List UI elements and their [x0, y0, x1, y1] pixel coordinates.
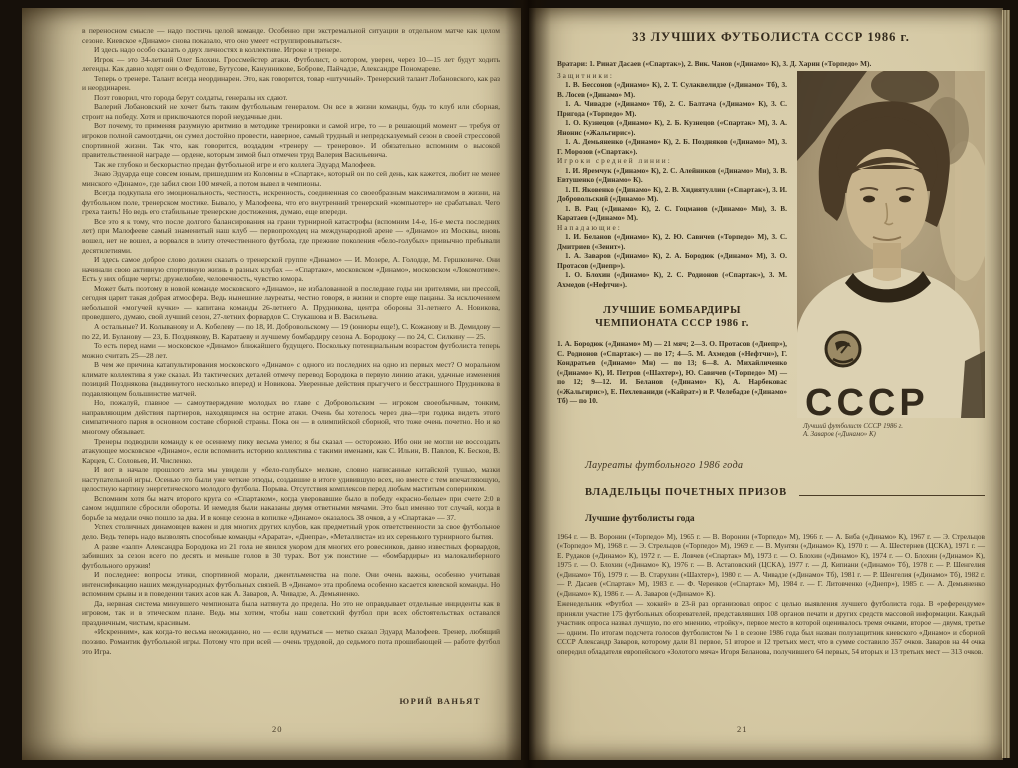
article-paragraph: Успех столичных динамовцев важен и для многих других клубов, как предметный урок ответственности за свое футбольное дело. Ведь теперь надо вызволять способные команды «Арарата», «Днепра», «Металлиста» из их серенького турнирного бытия.: [82, 522, 500, 541]
best-33-list-item: 1. В. Бессонов («Динамо» К), 2. Т. Сулаквелидзе («Динамо» Тб), 3. В. Лосев («Динамо» М).: [557, 80, 787, 99]
best-33-list-item: 1. А. Чивадзе («Динамо» Тб), 2. С. Балтача («Динамо» К), 3. С. Пригода («Торпедо» М).: [557, 99, 787, 118]
best-33-list-item: 1. И. Яремчук («Динамо» К), 2. С. Алейников («Динамо» Мн), 3. В. Евтушенко («Динамо» К).: [557, 165, 787, 184]
jersey-cccp-text: СССР: [805, 381, 929, 418]
right-page-content: [557, 24, 985, 656]
best-33-list-item: 1. И. Беланов («Динамо» К), 2. Ю. Савичев («Торпедо» М), 3. С. Дмитриев («Зенит»).: [557, 232, 787, 251]
article-paragraph: Так же глубоко и бескорыстно предан футбольной игре и его коллега Эдуард Малофеев.: [94, 159, 376, 169]
best-33-list-item: 1. П. Яковенко («Динамо» К), 2. В. Хидиятуллин («Спартак»), 3. И. Добровольский («Динамо» М).: [557, 184, 787, 203]
best-players-of-year-heading: Лучшие футболисты года: [585, 513, 695, 524]
article-paragraph: Знаю Эдуарда еще совсем юным, пришедшим из Коломны в «Спартак», который он по сей день, как кажется, любит не менее минского «Динамо», где забил свои 100 мячей, а потом вывел в чемпионы.: [82, 169, 500, 188]
photo-caption-line2: А. Заваров («Динамо» К): [803, 431, 876, 439]
right-page: [529, 8, 1003, 760]
zavarov-photo: [797, 71, 985, 418]
bombardiers-text: 1. А. Бородюк («Динамо» М) — 21 мяч; 2—3. О. Протасов («Днепр»), С. Родионов («Спартак») — по 17; 4—5. М. Ахмедов («Нефтчи»), Г. Кондратьев («Динамо» Мн) — по 13; 6—8. А. Михайличенко («Динамо» К), И. Петров («Шахтер»), Ю. Савичев («Торпедо» М) — по 12; 9—12. И. Беланов («Динамо» К), А. Нарбековас («Жальгирис»), Е. Пехлеваниди («Кайрат») и Р. Челебадзе («Динамо» Тб) — по 10.: [557, 339, 787, 405]
list-and-photo-columns: [557, 71, 985, 440]
goalkeepers-line: Вратари: 1. Ринат Дасаев («Спартак»), 2. Вик. Чанов («Динамо» К), 3. Д. Харин («Торпедо» М).: [557, 59, 872, 68]
article-paragraph: «Искренним», как когда-то весьма неожиданно, но — если вдуматься — метко сказал Эдуард Малофеев. Тренер, любящий поэзию. Романтик футбольной игры. Потому что при всей — очень трудовой, до седьмого пота прошибающей — работе футбол это Игра.: [82, 627, 500, 656]
honor-prizes-heading: ВЛАДЕЛЬЦЫ ПОЧЕТНЫХ ПРИЗОВ: [585, 486, 787, 498]
page-stack-edge: [1002, 10, 1010, 758]
article-text: [82, 26, 500, 656]
page-number-right: 21: [737, 724, 748, 734]
bombardiers-heading-line1: ЛУЧШИЕ БОМБАРДИРЫ: [603, 305, 741, 316]
best-33-list-item: Нападающие:: [557, 222, 622, 232]
article-paragraph: В чем же причина катапультирования московского «Динамо» с одного из последних на одно из первых мест? О моральном климате коллектива я уже сказал. Из тактических деталей отмечу перевод Бородюка в первую линию атаки, удачные изменения позиций Позднякова (выдвинутого несколько вперед) и Новикова. Уверенные действия прыгучего и бесстрашного Прудникова в подавляющем большинстве матчей.: [82, 360, 500, 398]
article-paragraph: в переносном смысле — надо постичь целой команде. Особенно при экстремальной ситуации в отдельном матче как целом сезоне. Киевское «Динамо» снова показало, что оно умеет «сгруппировываться».: [82, 26, 500, 45]
article-paragraph: Да, нервная система минувшего чемпионата была натянута до предела. Но это не оправдывает отдельные инциденты как в игровом, так и в этическом плане. Ведь мы хотим, чтобы наш советский футбол при всех обстоятельствах оставался праздничным, чистым, красивым.: [82, 598, 500, 627]
article-paragraph: Теперь о тренере. Талант всегда неординарен. Это, как говорится, товар «штучный». Тренерский талант Лобановского, как раз и неординарен.: [82, 73, 500, 93]
best-33-list-item: 1. В. Рац («Динамо» К), 2. С. Гоцманов («Динамо» Мн), 3. В. Каратаев («Динамо» М).: [557, 203, 787, 222]
best-players-by-year-text: 1964 г. — В. Воронин («Торпедо» М), 1965 г. — В. Воронин («Торпедо» М), 1966 г. — А. Биба («Динамо» К), 1967 г. — Э. Стрельцов («Торпедо» М), 1968 г. — Э. Стрельцов («Торпедо» М), 1969 г. — В. Мунтян («Динамо» К), 1970 г. — А. Шестернев (ЦСКА), 1971 г. — Е. Рудаков («Динамо» К), 1972 г. — Е. Ловчев («Спартак» М), 1973 г. — О. Блохин («Динамо» К), 1974 г. — О. Блохин («Динамо» К), 1975 г. — О. Блохин («Динамо» К), 1976 г. — В. Астаповский (ЦСКА), 1977 г. — Д. Кипиани («Динамо» Тб), 1978 г. — Р. Шенгелия («Динамо» Тб), 1979 г. — В. Старухин («Шахтер»), 1980 г. — А. Чивадзе («Динамо» Тб), 1981 г. — Р. Шенгелия («Динамо» Тб), 1982 г. — Р. Дасаев («Спартак» М), 1983 г. — Ф. Черенков («Спартак» М), 1984 г. — Г. Литовченко («Днепр»), 1985 г. — А. Демьяненко («Динамо» К), 1986 г. — А. Заваров («Динамо» К).: [557, 531, 985, 598]
article-paragraph: Тренеры подводили команду к ее осеннему пику весьма умело; я бы сказал — осторожно. Ибо они не могли не воссоздать атакующее московское «Динамо», если вспомнить историю коллектива с такими именами, как С. Ильин, В. Павлов, К. Бесков, В. Карцев, С. Соловьев, И. Численко.: [82, 436, 500, 465]
photo-caption-line1: Лучший футболист СССР 1986 г.: [803, 422, 903, 430]
article-paragraph: Поэт говорил, что города берут солдаты, генералы их сдают.: [94, 92, 288, 102]
best-33-list-item: Игроки средней линии:: [557, 156, 672, 165]
article-paragraph: Но, пожалуй, главное — самоутверждение молодых во главе с Добровольским — игроком своеобычным, тонким, направляющим действия партнеров, находящимся на острие атаки. Очень бы хотелось через два—три годика видеть этого симпатичного парня в основном составе сборной страны. Пока он — в олимпийской сборной, что тоже очень почетно. Но и ко многому обязывает.: [82, 398, 500, 436]
best-33-list: [557, 71, 787, 290]
article-paragraph: Вспомним хотя бы матч второго круга со «Спартаком», когда уверовавшие было в победу «красно-белые» при счете 2:0 в самом эндшпиле сбросили обороты. И немедля были наказаны двумя ответными мячами. Это был именно тот случай, когда в борьбе за медали очко пошло за два. И в конце сезона в копилке «Динамо» оказалось 38 очков, а у «Спартака» — 37.: [82, 493, 500, 522]
page-number-left: 20: [272, 724, 283, 734]
article-paragraph: Игрок — это 34-летний Олег Блохин. Гроссмейстер атаки. Футболист, о котором, уверен, через 10—15 лет будут ходить легенды. Как давно ходят они о Федотове, Бутусове, Канунникове, Боброве, Пайчадзе, Александре Пономареве.: [82, 54, 500, 74]
best-33-list-item: 1. О. Кузнецов («Динамо» К), 2. Б. Кузнецов («Спартак» М), 3. А. Янонис («Жальгирис»).: [557, 118, 787, 137]
article-paragraph: Может быть поэтому в новой команде московского «Динамо», не избалованной в последние годы ни зрителями, ни прессой, сегодня царит такая добрая атмосфера. Ведь нынешние лауреаты, честно говоря, в жизни и спорте еще пацаны. За исключением небольшой «могучей кучки» — капитана команды 26-летнего А. Прудникова, центра обороны 31-летнего А. Новикова, проведшего, думаю, свой лучший сезон, 27-летних форвардов С. Стукашова и В. Васильева.: [82, 283, 500, 322]
heading-rule: [799, 495, 985, 496]
zavarov-photo-illustration: [797, 71, 985, 418]
best-33-column: [557, 71, 787, 440]
article-paragraph: А разве «залп» Александра Бородюка из 21 гола не явился укором для многих его ровесников, давно известных форвардов, забивших за сезон всего по десять и меньше голов в 30 турах. Вот уж поистине — «бомбардиры» из малокалиберного футбольного оружия!: [82, 541, 500, 570]
best-33-list-item: 1. А. Заваров («Динамо» К), 2. А. Бородюк («Динамо» М), 3. О. Протасов («Днепр»).: [557, 251, 787, 270]
referendum-text: Еженедельник «Футбол — хоккей» в 23-й раз организовал опрос с целью выявления лучшего футболиста года. В «референдуме» приняли участие 175 футбольных обозревателей, представлявших 108 органов печати и других средств массовой информации. Каждый участник опроса назвал лучшую, по его мнению, «тройку», первое место в которой оценивалось тремя очками, второе — двумя, третье — одним. По итогам подсчета голосов футболистом № 1 в сезоне 1986 года был назван полузащитник киевского «Динамо» и сборной СССР Александр Заваров, которому дали 81 первое, 51 второе и 12 третьих мест, что в сумме составило 357 очков. Заваров на 44 очка опередил обладателя европейского «Золотого мяча» Игоря Беланова, получившего 64 первых, 54 вторых и 13 третьих мест — 313 очков.: [557, 599, 985, 656]
article-paragraph: Всегда подкупала его эмоциональность, честность, искренность, соединенная со своеобразным максимализмом в жизни, на футбольном поле, тренерском мостике. Бывало, у Малофеева, что его внутренний тренерский «компьютер» не срабатывал. Чего греха таить! Но ведь его стабильные тренерские достижения, думаю, еще впереди.: [82, 188, 500, 217]
article-paragraph: И вот в начале прошлого лета мы увидели у «бело-голубых» мелкие, словно написанные китайской тушью, мазки наступательной игры. Осенью это были уже четкие этюды, создавшие в итоге удивившую всех, но вместе с тем впечатляющую, целостную картину энергетического молодого футбола. Порыва. Отсутствия комплексов перед любым маститым соперником.: [82, 465, 500, 494]
bombardiers-heading: [557, 304, 787, 330]
best-33-list-item: 1. О. Блохин («Динамо» К), 2. С. Родионов («Спартак»), 3. М. Ахмедов («Нефтчи»).: [557, 270, 787, 289]
article-paragraph: Вот почему, то применяя разумную аритмию в методике тренировки и самой игре, то — в решающий момент — требуя от игроков полной самоотдачи, он сумел достойно провести, наверное, самый трудный и непредсказуемый сезон в своей стрессовой спортивной жизни. Так что, как говорится, воздадим «тренеру — тренерово». И обязательно вспомним о высокой правительственной награде — ордене, которым зимой был отмечен труд Валерия Васильевича.: [82, 121, 500, 160]
best-33-title: 33 ЛУЧШИХ ФУТБОЛИСТА СССР 1986 г.: [632, 30, 910, 44]
article-paragraph: А остальные? И. Колыванову и А. Кобелеву — по 18, И. Добровольскому — 19 (юниоры еще!), С. Кожанову и В. Демидову — по 22, И. Буланову — 23, Б. Позднякову, В. Каратаеву и лучшему бомбардиру сезона А. Бородюку — по 24, С. Силкину — 25.: [82, 321, 500, 341]
photo-caption: [797, 423, 985, 440]
bombardiers-heading-line2: ЧЕМПИОНАТА СССР 1986 г.: [595, 318, 749, 329]
best-33-list-item: Защитники:: [557, 70, 614, 80]
article-paragraph: И здесь самое доброе слово должен сказать о тренерской группе «Динамо» — И. Мозере, А. Голодце, М. Гершковиче. Они начинали свою активную спортивную жизнь в разных клубах — «Спартаке», московском «Динамо», московском «Локомотиве». Есть у них общие черты: дружелюбие, человечность, чувство юмора.: [82, 255, 500, 284]
best-33-list-item: 1. А. Демьяненко («Динамо» К), 2. Б. Поздняков («Динамо» М), 3. Г. Морозов («Спартак»).: [557, 137, 787, 156]
laureates-subtitle: Лауреаты футбольного 1986 года: [585, 459, 744, 471]
article-paragraph: Валерий Лобановский не хочет быть таким футбольным генералом. Он все в жизни команды, будь то клуб или сборная, строит на победу. Хотя и приключаются порой неудачные дни.: [82, 102, 500, 121]
photo-column: [797, 71, 985, 440]
author-signature: ЮРИЙ ВАНЬЯТ: [399, 696, 481, 706]
article-paragraph: И последнее: вопросы этики, спортивной морали, джентльменства на поле. Они очень важны, особенно учитывая интенсификацию наших международных футбольных связей. В «Динамо» эта проблема особенно касается киевской команды. Но вспомним срывы и в поведении таких асов как А. Заваров, А. Чивадзе, А. Демьяненко.: [82, 570, 500, 599]
article-paragraph: То есть перед нами — московское «Динамо» ближайшего будущего. Поскольку потенциальным возрастом футболиста теперь можно считать 25—28 лет.: [82, 341, 500, 360]
honor-prizes-heading-row: [585, 487, 985, 498]
article-paragraph: И здесь надо особо сказать о двух личностях в коллективе. Игроке и тренере.: [94, 45, 342, 55]
article-paragraph: Все это я к тому, что после долгого балансирования на грани турнирной катастрофы (вспомним 14-е, 16-е места последних лет) при Малофееве самый знаменитый наш клуб — первопроходец на международной арене — «Динамо» из Москвы, вновь вошел, нет не вошел, а ворвался в элиту отечественного футбола, где прежние поколения «бело-голубых» привычно пребывали десятилетиями.: [82, 216, 500, 255]
left-page: [22, 8, 521, 760]
article-paragraphs: [82, 26, 500, 656]
